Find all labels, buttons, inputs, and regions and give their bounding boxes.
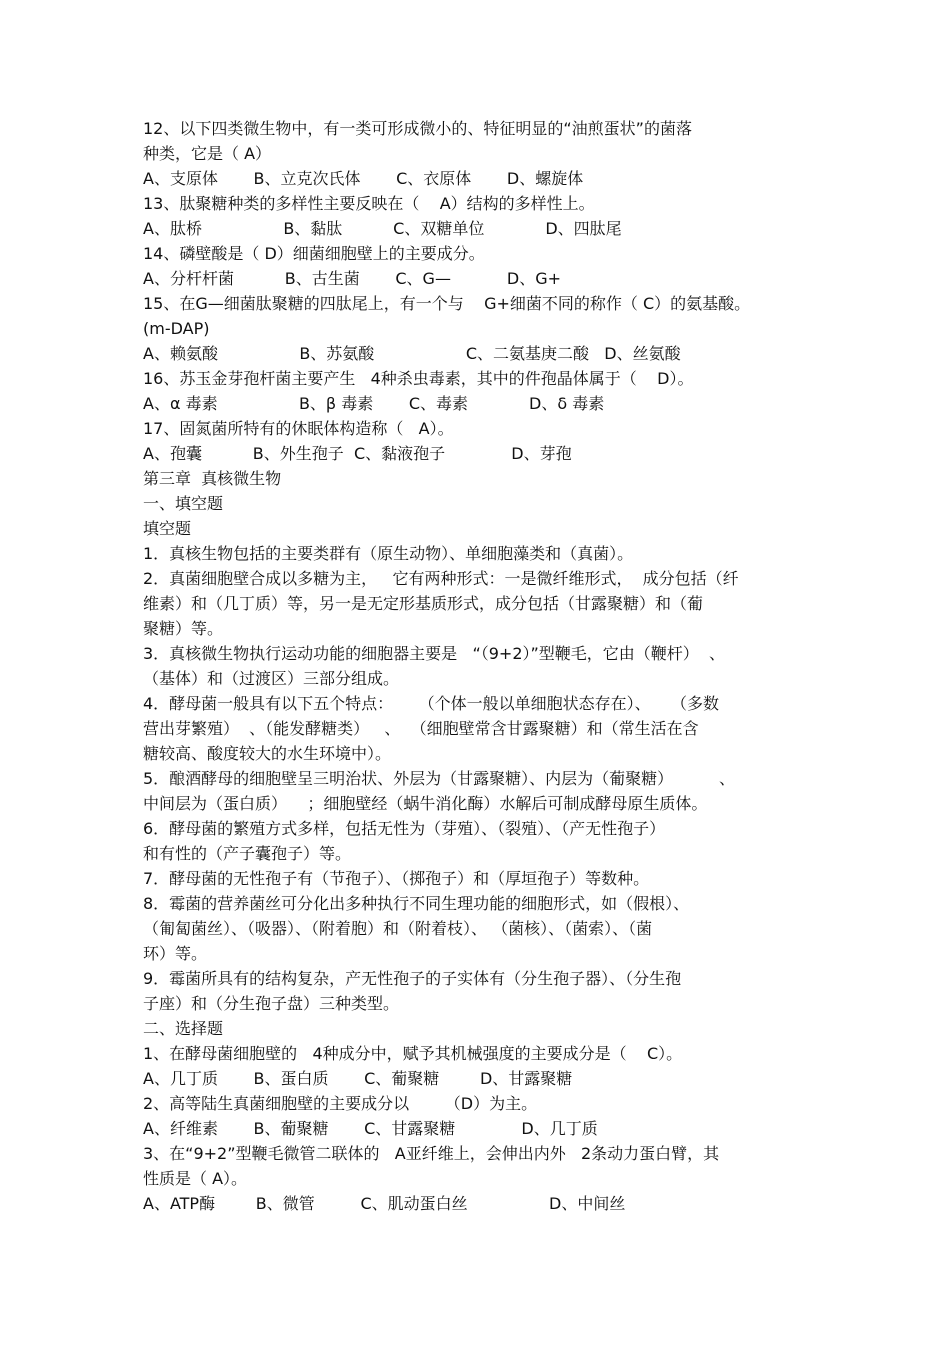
text-line: 13、肽聚糖种类的多样性主要反映在（ A）结构的多样性上。 [143, 194, 595, 213]
text-line: 营出芽繁殖） 、（能发酵糖类） 、 （细胞壁常含甘露聚糖）和（常生活在含 [143, 719, 699, 738]
text-line: A、几丁质 B、蛋白质 C、葡聚糖 D、甘露聚糖 [143, 1069, 573, 1088]
text-line: 15、在G—细菌肽聚糖的四肽尾上，有一个与 G+细菌不同的称作（ C）的氨基酸。 [143, 294, 751, 313]
text-line: 16、苏玉金芽孢杆菌主要产生 4种杀虫毒素，其中的件孢晶体属于（ D）。 [143, 369, 694, 388]
text-line: A、ATP酶 B、微管 C、肌动蛋白丝 D、中间丝 [143, 1194, 626, 1213]
text-line: A、支原体 B、立克次氏体 C、衣原体 D、螺旋体 [143, 169, 584, 188]
text-line: 17、固氮菌所特有的休眠体构造称（ A）。 [143, 419, 454, 438]
text-line: （匍匐菌丝）、（吸器）、（附着胞）和（附着枝）、 （菌核）、（菌索）、（菌 [143, 919, 653, 938]
text-line: 8．霉菌的营养菌丝可分化出多种执行不同生理功能的细胞形式，如（假根）、 [143, 894, 690, 913]
chapter-heading: 第三章 真核微生物 [143, 469, 282, 488]
text-line: 1、在酵母菌细胞壁的 4种成分中，赋予其机械强度的主要成分是（ C）。 [143, 1044, 683, 1063]
text-line: A、纤维素 B、葡聚糖 C、甘露聚糖 D、几丁质 [143, 1119, 598, 1138]
text-line: 性质是（ A）。 [143, 1169, 248, 1188]
text-line: A、赖氨酸 B、苏氨酸 C、二氨基庚二酸 D、丝氨酸 [143, 344, 681, 363]
text-line: 3．真核微生物执行运动功能的细胞器主要是 “（9+2）”型鞭毛，它由（鞭杆） 、 [143, 644, 725, 663]
text-line: 中间层为（蛋白质） ；细胞壁经（蜗牛消化酶）水解后可制成酵母原生质体。 [143, 794, 708, 813]
text-line: 2、高等陆生真菌细胞壁的主要成分以 （D）为主。 [143, 1094, 538, 1113]
text-line: A、孢囊 B、外生孢子 C、黏液孢子 D、芽孢 [143, 444, 572, 463]
text-line: 子座）和（分生孢子盘）三种类型。 [143, 994, 400, 1013]
text-line: 12、以下四类微生物中，有一类可形成微小的、特征明显的“油煎蛋状”的菌落 [143, 119, 692, 138]
text-line: A、肽桥 B、黏肽 C、双糖单位 D、四肽尾 [143, 219, 622, 238]
text-line: 4．酵母菌一般具有以下五个特点： （个体一般以单细胞状态存在）、 （多数 [143, 694, 719, 713]
text-line: 14、磷壁酸是（ D）细菌细胞壁上的主要成分。 [143, 244, 485, 263]
text-line: 环）等。 [143, 944, 208, 963]
text-line: A、分杆杆菌 B、古生菌 C、G— D、G+ [143, 269, 562, 288]
text-line: 糖较高、酸度较大的水生环境中）。 [143, 744, 392, 763]
text-line: 和有性的（产子囊孢子）等。 [143, 844, 352, 863]
section-heading: 二、选择题 [143, 1019, 224, 1038]
text-line: 2．真菌细胞壁合成以多糖为主， 它有两种形式：一是微纤维形式， 成分包括（纤 [143, 569, 739, 588]
text-line: 1．真核生物包括的主要类群有（原生动物）、单细胞藻类和（真菌）。 [143, 544, 634, 563]
text-line: 维素）和（几丁质）等，另一是无定形基质形式，成分包括（甘露聚糖）和（葡 [143, 594, 704, 613]
text-line: 种类，它是（ A） [143, 144, 272, 163]
text-line: A、α 毒素 B、β 毒素 C、毒素 D、δ 毒素 [143, 394, 605, 413]
subsection-heading: 填空题 [143, 519, 192, 538]
text-line: (m-DAP) [143, 319, 210, 338]
text-line: 9．霉菌所具有的结构复杂，产无性孢子的子实体有（分生孢子器）、（分生孢 [143, 969, 682, 988]
text-line: 3、在“9+2”型鞭毛微管二联体的 A亚纤维上，会伸出内外 2条动力蛋白臂，其 [143, 1144, 720, 1163]
text-line: 聚糖）等。 [143, 619, 224, 638]
text-line: （基体）和（过渡区）三部分组成。 [143, 669, 400, 688]
text-line: 7．酵母菌的无性孢子有（节孢子）、（掷孢子）和（厚垣孢子）等数种。 [143, 869, 650, 888]
text-line: 5．酿酒酵母的细胞壁呈三明治状、外层为（甘露聚糖）、内层为（葡聚糖） 、 [143, 769, 735, 788]
text-line: 6．酵母菌的繁殖方式多样，包括无性为（芽殖）、（裂殖）、（产无性孢子） [143, 819, 666, 838]
section-heading: 一、填空题 [143, 494, 224, 513]
